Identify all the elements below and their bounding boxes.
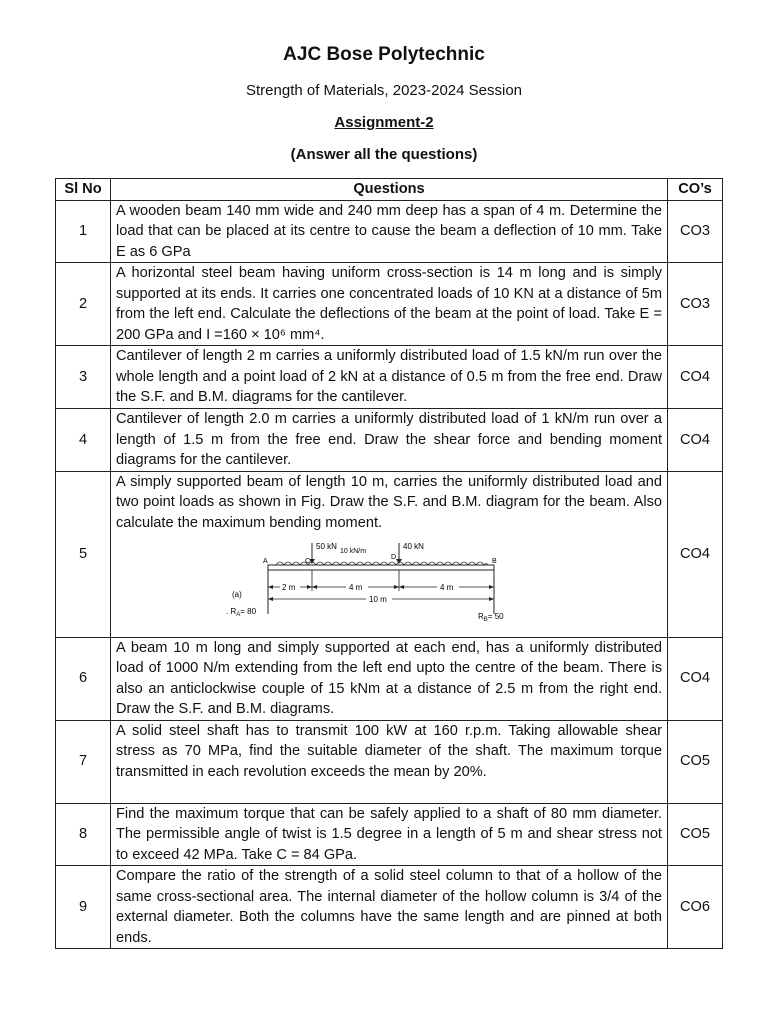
row-co: CO4: [668, 637, 723, 720]
row-co: CO6: [668, 866, 723, 949]
question-text: Find the maximum torque that can be safely applied to a shaft of 80 mm diameter. The permissible angle of twist is 1.5 degree in a length of 5 m and shear stress not to exceed 42 MPa. Take C = 84 GPa.: [116, 805, 662, 863]
table-row: [56, 346, 723, 409]
table-header-row: [56, 179, 723, 201]
institute-title: AJC Bose Polytechnic: [283, 44, 485, 65]
row-co: CO3: [668, 200, 723, 263]
reaction-b-label: $R_B= 50$: [478, 612, 504, 623]
row-sl: 8: [56, 803, 111, 866]
row-sl: 3: [56, 346, 111, 409]
question-text: Cantilever of length 2 m carries a uniformly distributed load of 1.5 kN/m run over the whole length and a point load of 2 kN at a distance of 0.5 m from the free end. Draw the S.F. and B.M. diagrams for the cantilever.: [116, 348, 662, 405]
row-question: [111, 471, 668, 637]
point-c-label: C: [305, 558, 311, 565]
figure-tag: (a): [232, 590, 242, 599]
dim-db-label: 4 m: [440, 583, 454, 592]
question-text: A horizontal steel beam having uniform cross-section is 14 m long and is simply supported at its ends. It carries one concentrated loads of 10 KN at a distance of 5m from the left end. Calculate the deflections of the beam at the point of load. Take E = 200 GPa and I =160 × 10⁶ mm⁴.: [116, 265, 662, 343]
beam-load-diagram: [216, 539, 516, 631]
table-row: [56, 720, 723, 803]
table-row: [56, 200, 723, 263]
row-sl: 4: [56, 409, 111, 472]
question-text: A wooden beam 140 mm wide and 240 mm deep has a span of 4 m. Determine the load that can be placed at its centre to cause the beam a deflection of 10 mm. Take E as 6 GPa: [116, 202, 662, 260]
question-text: A simply supported beam of length 10 m, carries the uniformly distributed load and two point loads as shown in Fig. Draw the S.F. and B.M. diagram for the beam. Also calculate the maximum bending moment.: [116, 473, 662, 531]
table-row: [56, 409, 723, 472]
table-row: [56, 803, 723, 866]
questions-table: [55, 178, 723, 949]
question-text: Cantilever of length 2.0 m carries a uniformly distributed load of 1 kN/m run over a length of 1.5 m from the free end. Draw the shear force and bending moment diagrams for the cantilever.: [116, 411, 662, 468]
dim-ac-label: 2 m: [282, 583, 296, 592]
row-co: CO3: [668, 263, 723, 346]
dim-total-label: 10 m: [369, 595, 387, 604]
row-sl: 1: [56, 200, 111, 263]
row-sl: 5: [56, 471, 111, 637]
beam-body: [268, 565, 494, 570]
header-cos: CO’s: [668, 179, 723, 201]
row-question: [111, 263, 668, 346]
point-b-label: B: [492, 558, 497, 565]
point-d-label: D: [391, 554, 397, 561]
row-question: [111, 637, 668, 720]
row-co: CO4: [668, 471, 723, 637]
row-sl: 7: [56, 720, 111, 803]
row-co: CO4: [668, 346, 723, 409]
instruction-text: (Answer all the questions): [290, 146, 478, 163]
row-question: [111, 803, 668, 866]
reaction-a-label: . $R_A= 80$: [226, 607, 257, 618]
udl-label: 10 kN/m: [340, 548, 367, 555]
row-sl: 2: [56, 263, 111, 346]
session-subtitle: Strength of Materials, 2023-2024 Session: [246, 82, 522, 99]
assignment-heading: Assignment-2: [334, 114, 434, 131]
question-text: Compare the ratio of the strength of a solid steel column to that of a hollow of the same cross-sectional area. The internal diameter of the hollow column is 3/4 of the external diameter. Both the columns have the same length and are pinned at both ends.: [116, 868, 662, 946]
row-question: [111, 409, 668, 472]
point-a-label: A: [263, 558, 268, 565]
header-questions: Questions: [111, 179, 668, 201]
table-row: [56, 263, 723, 346]
row-question: [111, 346, 668, 409]
row-sl: 6: [56, 637, 111, 720]
question-text: A beam 10 m long and simply supported at each end, has a uniformly distributed load of 1000 N/m extending from the left end upto the centre of the beam. There is also an anticlockwise couple of 15 kNm at a distance of 2.5 m from the right end. Draw the S.F. and B.M. diagrams.: [116, 639, 662, 717]
load-d-label: 40 kN: [403, 542, 424, 551]
table-row: [56, 637, 723, 720]
row-question: [111, 720, 668, 803]
dim-cd-label: 4 m: [349, 583, 363, 592]
load-c-label: 50 kN: [316, 542, 337, 551]
row-co: CO4: [668, 409, 723, 472]
table-row: [56, 866, 723, 949]
row-sl: 9: [56, 866, 111, 949]
question-text: A solid steel shaft has to transmit 100 kW at 160 r.p.m. Taking allowable shear stress as 70 MPa, find the suitable diameter of the shaft. The maximum torque transmitted in each revolution exceeds the mean by 20%.: [116, 722, 662, 780]
header-sl-no: Sl No: [56, 179, 111, 201]
row-question: [111, 200, 668, 263]
row-question: [111, 866, 668, 949]
table-row: [56, 471, 723, 637]
row-co: CO5: [668, 803, 723, 866]
row-co: CO5: [668, 720, 723, 803]
